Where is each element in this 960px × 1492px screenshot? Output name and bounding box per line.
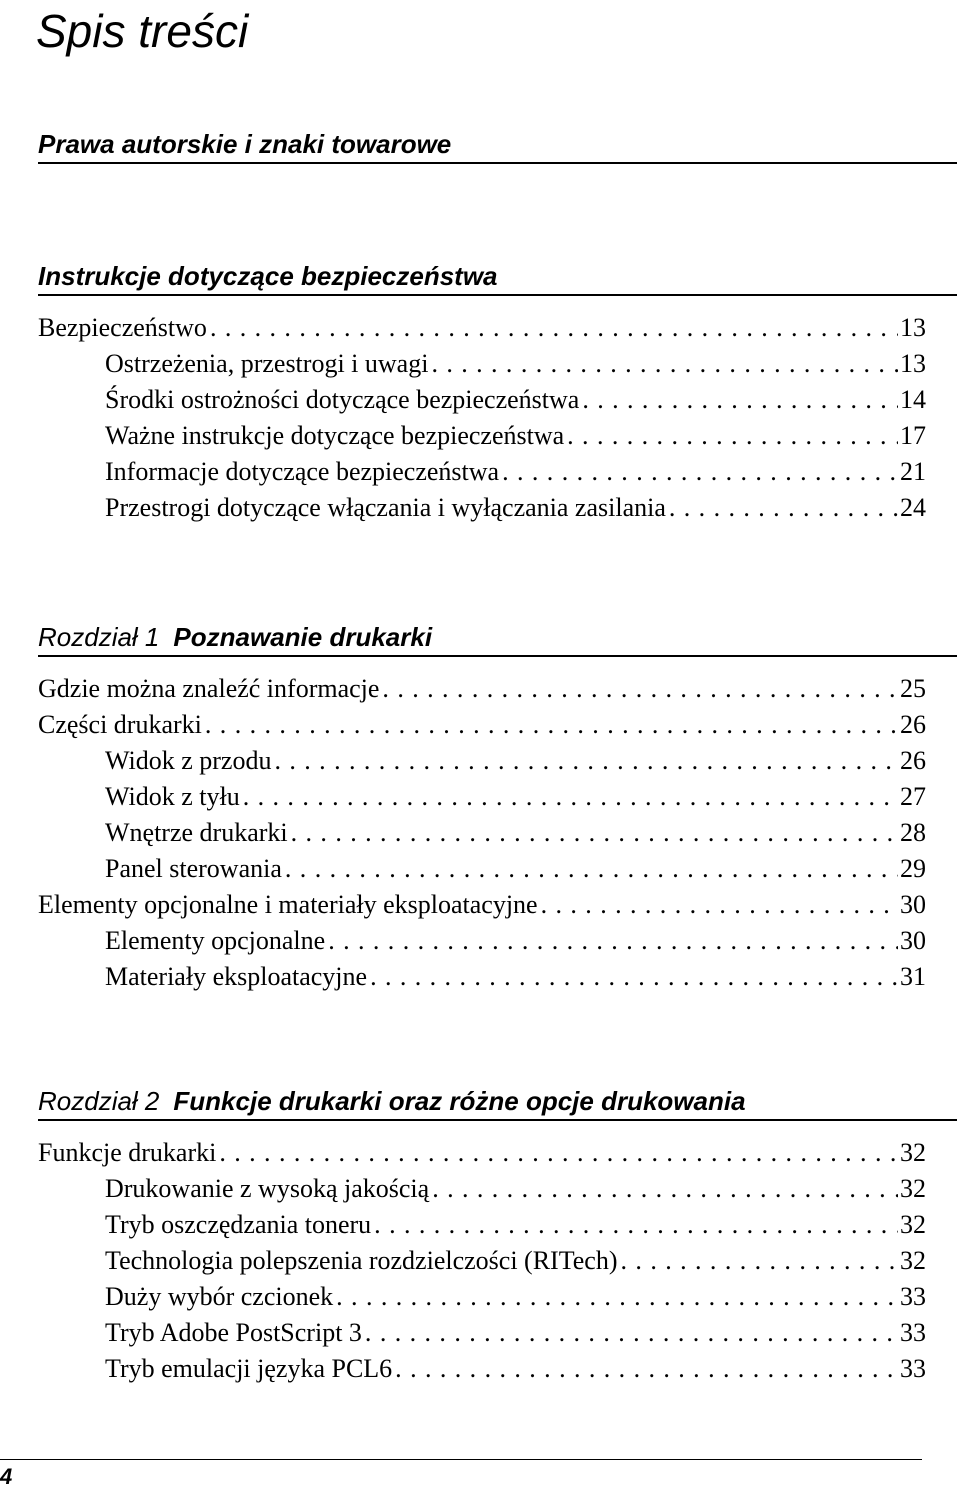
toc-page-number: 32 xyxy=(900,1174,926,1203)
toc-entry-text: Tryb oszczędzania toneru xyxy=(105,1210,372,1239)
toc-entry-text: Bezpieczeństwo xyxy=(38,313,207,342)
toc-page-number: 27 xyxy=(900,782,926,811)
toc-entry[interactable] xyxy=(38,923,926,959)
section-chapter-2 xyxy=(38,1083,957,1387)
toc-entry[interactable] xyxy=(38,707,926,743)
toc-page-number: 21 xyxy=(900,457,926,486)
toc-page-number: 33 xyxy=(900,1354,926,1383)
toc-entry[interactable] xyxy=(38,815,926,851)
toc-entry[interactable] xyxy=(38,346,926,382)
toc-entry-text: Przestrogi dotyczące włączania i wyłączania zasilania xyxy=(105,493,666,522)
dot-leader xyxy=(499,454,898,490)
toc-page-number: 32 xyxy=(900,1210,926,1239)
section-heading[interactable] xyxy=(38,258,957,296)
toc-page-number: 28 xyxy=(900,818,926,847)
dot-leader xyxy=(240,779,898,815)
toc-page-number: 26 xyxy=(900,746,926,775)
toc-entry-text: Elementy opcjonalne xyxy=(105,926,326,955)
section-title: Prawa autorskie i znaki towarowe xyxy=(38,129,452,159)
toc-entry[interactable] xyxy=(38,743,926,779)
toc-page-number: 13 xyxy=(900,349,926,378)
dot-leader xyxy=(367,959,898,995)
toc-entry[interactable] xyxy=(38,1351,926,1387)
chapter-title: Poznawanie drukarki xyxy=(173,622,433,652)
dot-leader xyxy=(666,490,898,526)
toc-entry-text: Widok z przodu xyxy=(105,746,272,775)
toc-entry[interactable] xyxy=(38,454,926,490)
section-copyright xyxy=(38,126,957,164)
toc-entry-text: Funkcje drukarki xyxy=(38,1138,217,1167)
toc-page-number: 25 xyxy=(900,674,926,703)
toc-entry-text: Duży wybór czcionek xyxy=(105,1282,334,1311)
dot-leader xyxy=(392,1351,898,1387)
page-number: 4 xyxy=(0,1464,13,1489)
dot-leader xyxy=(618,1243,898,1279)
section-chapter-1 xyxy=(38,619,957,995)
dot-leader xyxy=(379,671,898,707)
toc-page-number: 29 xyxy=(900,854,926,883)
footer-rule xyxy=(0,1459,922,1460)
toc-entry-text: Drukowanie z wysoką jakością xyxy=(105,1174,430,1203)
chapter-label: Rozdział 2 xyxy=(38,1086,160,1116)
toc-entry[interactable] xyxy=(38,959,926,995)
toc-page-number: 32 xyxy=(900,1246,926,1275)
dot-leader xyxy=(282,851,898,887)
toc-entry[interactable] xyxy=(38,1243,926,1279)
dot-leader xyxy=(207,310,898,346)
toc-entry[interactable] xyxy=(38,671,926,707)
toc-entry[interactable] xyxy=(38,1315,926,1351)
toc-entry-text: Środki ostrożności dotyczące bezpieczeństwa xyxy=(105,385,580,414)
chapter-title: Funkcje drukarki oraz różne opcje drukowania xyxy=(173,1086,746,1116)
toc-entry-text: Materiały eksploatacyjne xyxy=(105,962,368,991)
toc-entry-text: Ważne instrukcje dotyczące bezpieczeństwa xyxy=(105,421,565,450)
page-title: Spis treści xyxy=(36,5,249,57)
toc-page-number: 14 xyxy=(900,385,926,414)
toc-page-number: 13 xyxy=(900,313,926,342)
dot-leader xyxy=(538,887,898,923)
toc-entry-text: Tryb emulacji języka PCL6 xyxy=(105,1354,393,1383)
toc-page-number: 30 xyxy=(900,890,926,919)
toc-page-number: 32 xyxy=(900,1138,926,1167)
toc-entry[interactable] xyxy=(38,418,926,454)
dot-leader xyxy=(288,815,898,851)
toc-page-number: 33 xyxy=(900,1318,926,1347)
toc-page-number: 33 xyxy=(900,1282,926,1311)
toc-entry[interactable] xyxy=(38,1279,926,1315)
toc-entry[interactable] xyxy=(38,779,926,815)
dot-leader xyxy=(564,418,898,454)
section-heading[interactable] xyxy=(38,126,957,164)
dot-leader xyxy=(428,346,898,382)
toc-entry[interactable] xyxy=(38,1171,926,1207)
toc-list xyxy=(38,671,926,995)
toc-list xyxy=(38,310,926,526)
toc-entry-text: Informacje dotyczące bezpieczeństwa xyxy=(105,457,500,486)
dot-leader xyxy=(216,1135,898,1171)
toc-list xyxy=(38,1135,926,1387)
section-heading[interactable] xyxy=(38,619,957,657)
toc-entry[interactable] xyxy=(38,1207,926,1243)
dot-leader xyxy=(333,1279,898,1315)
toc-page-number: 17 xyxy=(900,421,926,450)
toc-page-number: 26 xyxy=(900,710,926,739)
dot-leader xyxy=(271,743,898,779)
dot-leader xyxy=(325,923,898,959)
toc-entry[interactable] xyxy=(38,887,926,923)
toc-page-number: 24 xyxy=(900,493,926,522)
toc-entry-text: Widok z tyłu xyxy=(105,782,240,811)
dot-leader xyxy=(362,1315,898,1351)
section-safety xyxy=(38,258,957,526)
toc-entry-text: Gdzie można znaleźć informacje xyxy=(38,674,380,703)
toc-entry-text: Ostrzeżenia, przestrogi i uwagi xyxy=(105,349,429,378)
dot-leader xyxy=(371,1207,898,1243)
dot-leader xyxy=(202,707,898,743)
toc-entry-text: Elementy opcjonalne i materiały eksploatacyjne xyxy=(38,890,538,919)
toc-entry-text: Części drukarki xyxy=(38,710,202,739)
chapter-label: Rozdział 1 xyxy=(38,622,160,652)
toc-entry-text: Wnętrze drukarki xyxy=(105,818,288,847)
toc-entry[interactable] xyxy=(38,490,926,526)
toc-entry[interactable] xyxy=(38,382,926,418)
section-title: Instrukcje dotyczące bezpieczeństwa xyxy=(38,261,498,291)
toc-entry-text: Tryb Adobe PostScript 3 xyxy=(105,1318,362,1347)
dot-leader xyxy=(429,1171,898,1207)
dot-leader xyxy=(579,382,898,418)
toc-entry[interactable] xyxy=(38,310,926,346)
toc-entry[interactable] xyxy=(38,851,926,887)
toc-page-number: 31 xyxy=(900,962,926,991)
section-heading[interactable] xyxy=(38,1083,957,1121)
toc-entry[interactable] xyxy=(38,1135,926,1171)
toc-entry-text: Technologia polepszenia rozdzielczości (RITech) xyxy=(105,1246,618,1275)
toc-entry-text: Panel sterowania xyxy=(105,854,282,883)
toc-page-number: 30 xyxy=(900,926,926,955)
